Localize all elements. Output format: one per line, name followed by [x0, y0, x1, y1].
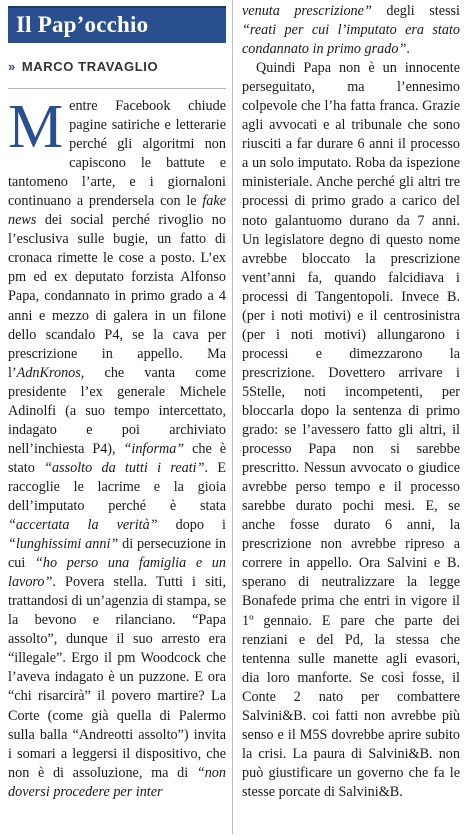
column-title: Il Pap’occhio: [16, 12, 149, 37]
text-run: . Povera stella. Tutti i siti, trattandosi di un’agenzia di stampa, se la bevono e rilanciano. “Papa assolto”, dunque il suo arresto era “illegale”. Ergo il pm Woodcock che l’aveva indagato è un puzzone. E ora “chi risarcirà” il povero martire? La Corte (come già quella di Palermo sulla balla “Andreotti assolto”) invita i somari a leggersi il dispositivo, che non è di assoluzione, ma di: [8, 574, 226, 781]
italic-text-run: “accertata la verità”: [8, 517, 158, 534]
text-run: .: [406, 41, 410, 58]
text-run: dopo i: [157, 517, 226, 534]
italic-text-run: “informa”: [123, 440, 185, 457]
italic-text-run: venuta prescrizione”: [242, 3, 372, 19]
paragraph-body: Quindi Papa non è un innocente perseguitato, ma l’ennesimo colpevole che l’ha fatta franca. Grazie agli avvocati e al tribunale che sono riusciti a far durare 6 anni il processo a un solo imputato. Roba da ispezione ministeriale. Anche perché gli altri tre processi di primo grado a carico del noto galantuomo durano da 7 anni. Un legislatore degno di questo nome avrebbe bloccato la prescrizione vent’anni fa, quando falcidiava i processi di Tangentopoli. Invece B. (per i noti motivi) e il centrosinistra (per i noti motivi) allungarono i processi e dimezzarono la prescrizione. Dovettero arrivare i 5Stelle, noti incompetenti, per bloccarla dopo la sentenza di primo grado: se l’avessero fatto gli altri, il processo Papa non si sarebbe prescritto. Nessun avvocato o giudice avrebbe perso tempo e il processo sarebbe durato pochi mesi. E, se anche fosse durato 6 anni, la prescrizione non avrebbe ripreso a correre in appello. Ora Salvini e B. sperano di neutralizzare la legge Bonafede prima che entri in vigore il 1º gennaio. E pare che parte dei renziani e del Pd, la stessa che tentenna sulle manette agli evasori, dia loro manforte. Se così fosse, il Conte 2 nato per combattere Salvini&B. coi fatti non avrebbe più senso e il M5S dovrebbe aprire subito la crisi. La paura di Salvini&B. non può giustificare un governo che fa le stesse porcate di Salvini&B.: [242, 60, 460, 800]
text-run: entre Facebook chiude pagine satiriche e letterarie perché gli algoritmi non capiscono le battute e tantomeno l’arte, e i giornaloni continuano a prendersela con le: [8, 98, 226, 210]
text-run: . E raccoglie le lacrime e la gioia dell’imputato perché è stata: [8, 459, 227, 514]
italic-text-run: “reati per cui l’imputato era stato condannato in primo grado”: [242, 22, 460, 58]
italic-text-run: “assolto da tutti i reati”: [44, 459, 205, 476]
article-text-left: [8, 93, 227, 802]
column-divider: [232, 0, 233, 834]
italic-text-run: “lunghissimi anni”: [8, 536, 119, 553]
right-column: [236, 0, 466, 836]
text-run: di persecuzione in cui: [8, 536, 226, 572]
left-column: [0, 0, 230, 834]
article-text-right: [242, 59, 460, 802]
italic-text-run: fake news: [8, 193, 226, 229]
article-text-right-lead: [242, 2, 460, 59]
byline-marker: »: [8, 59, 16, 74]
italic-text-run: “ho perso una famiglia e un lavoro”: [8, 555, 226, 591]
italic-text-run: “non doversi procedere per inter: [8, 764, 226, 800]
header-divider: [8, 88, 226, 89]
column-header: [8, 6, 226, 43]
text-run: che è stato: [8, 440, 226, 476]
drop-cap: M: [8, 93, 64, 161]
text-run: , che vanta come presidente l’ex generale Michele Adinolfi (a suo tempo intercettato, indagato e poi archiviato nell’inchiesta P4),: [8, 364, 226, 457]
author-name: MARCO TRAVAGLIO: [21, 59, 159, 74]
text-run: degli stessi: [371, 3, 460, 19]
byline: [8, 59, 230, 74]
text-run: dei social perché rivoglio no l’esclusiva sulle bugie, un fatto di cronaca rimette le cose a posto. L’ex pm ed ex deputato forzista Alfonso Papa, condannato in primo grado a 4 anni e mezzo di galera in un filone dello scandalo P4, se la cava per prescrizione in appello. Ma l’: [8, 212, 226, 381]
italic-text-run: AdnKronos: [16, 364, 81, 381]
